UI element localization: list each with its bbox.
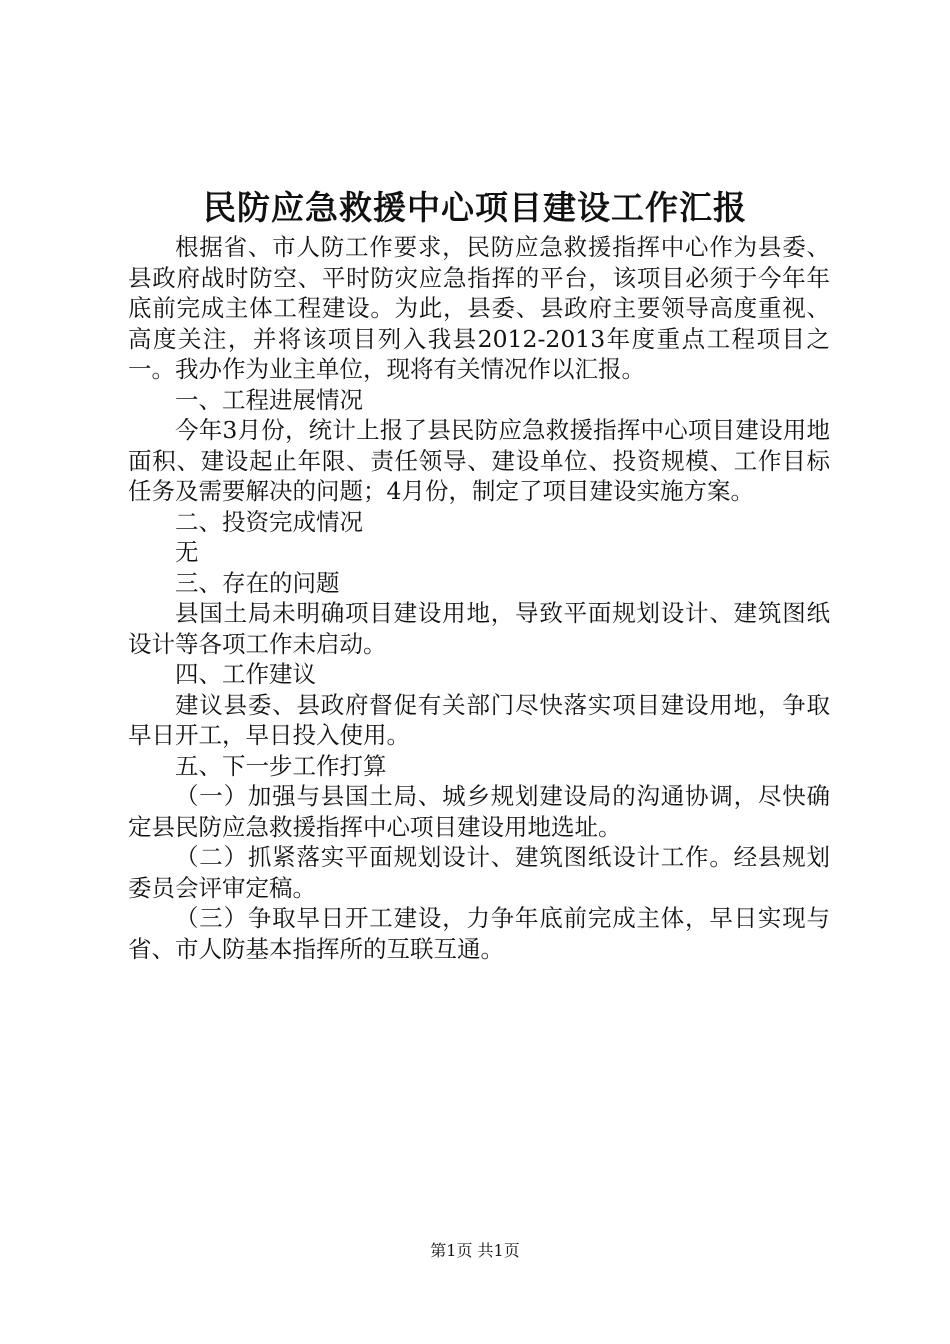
progress-paragraph: 今年3月份，统计上报了县民防应急救援指挥中心项目建设用地面积、建设起止年限、责任领导、建设单位、投资规模、工作目标任务及需要解决的问题；4月份，制定了项目建设实施方案。 — [128, 416, 830, 505]
document-body — [128, 232, 830, 964]
document-title: 民防应急救援中心项目建设工作汇报 — [203, 188, 747, 227]
section-heading-progress: 一、工程进展情况 — [175, 385, 363, 414]
suggestions-paragraph: 建议县委、县政府督促有关部门尽快落实项目建设用地，争取早日开工，早日投入使用。 — [128, 690, 830, 749]
section-heading-investment: 二、投资完成情况 — [175, 507, 363, 536]
next-step-item-2: （二）抓紧落实平面规划设计、建筑图纸设计工作。经县规划委员会评审定稿。 — [128, 843, 830, 902]
section-heading-suggestions: 四、工作建议 — [175, 660, 316, 688]
intro-paragraph: 根据省、市人防工作要求，民防应急救援指挥中心作为县委、县政府战时防空、平时防灾应急指挥的平台，该项目必须于今年年底前完成主体工程建设。为此，县委、县政府主要领导高度重视、高度关注，并将该项目列入我县2012-2013年度重点工程项目之一。我办作为业主单位，现将有关情况作以汇报。 — [128, 233, 830, 383]
next-step-item-1: （一）加强与县国土局、城乡规划建设局的沟通协调，尽快确定县民防应急救援指挥中心项目建设用地选址。 — [128, 782, 830, 841]
section-heading-problems: 三、存在的问题 — [175, 568, 340, 597]
page-footer: 第1页 共1页 — [430, 1241, 520, 1260]
next-step-item-3: （三）争取早日开工建设，力争年底前完成主体，早日实现与省、市人防基本指挥所的互联互通。 — [128, 904, 830, 963]
investment-paragraph: 无 — [175, 538, 199, 566]
problems-paragraph: 县国土局未明确项目建设用地，导致平面规划设计、建筑图纸设计等各项工作未启动。 — [128, 599, 830, 658]
section-heading-next-steps: 五、下一步工作打算 — [175, 751, 387, 780]
